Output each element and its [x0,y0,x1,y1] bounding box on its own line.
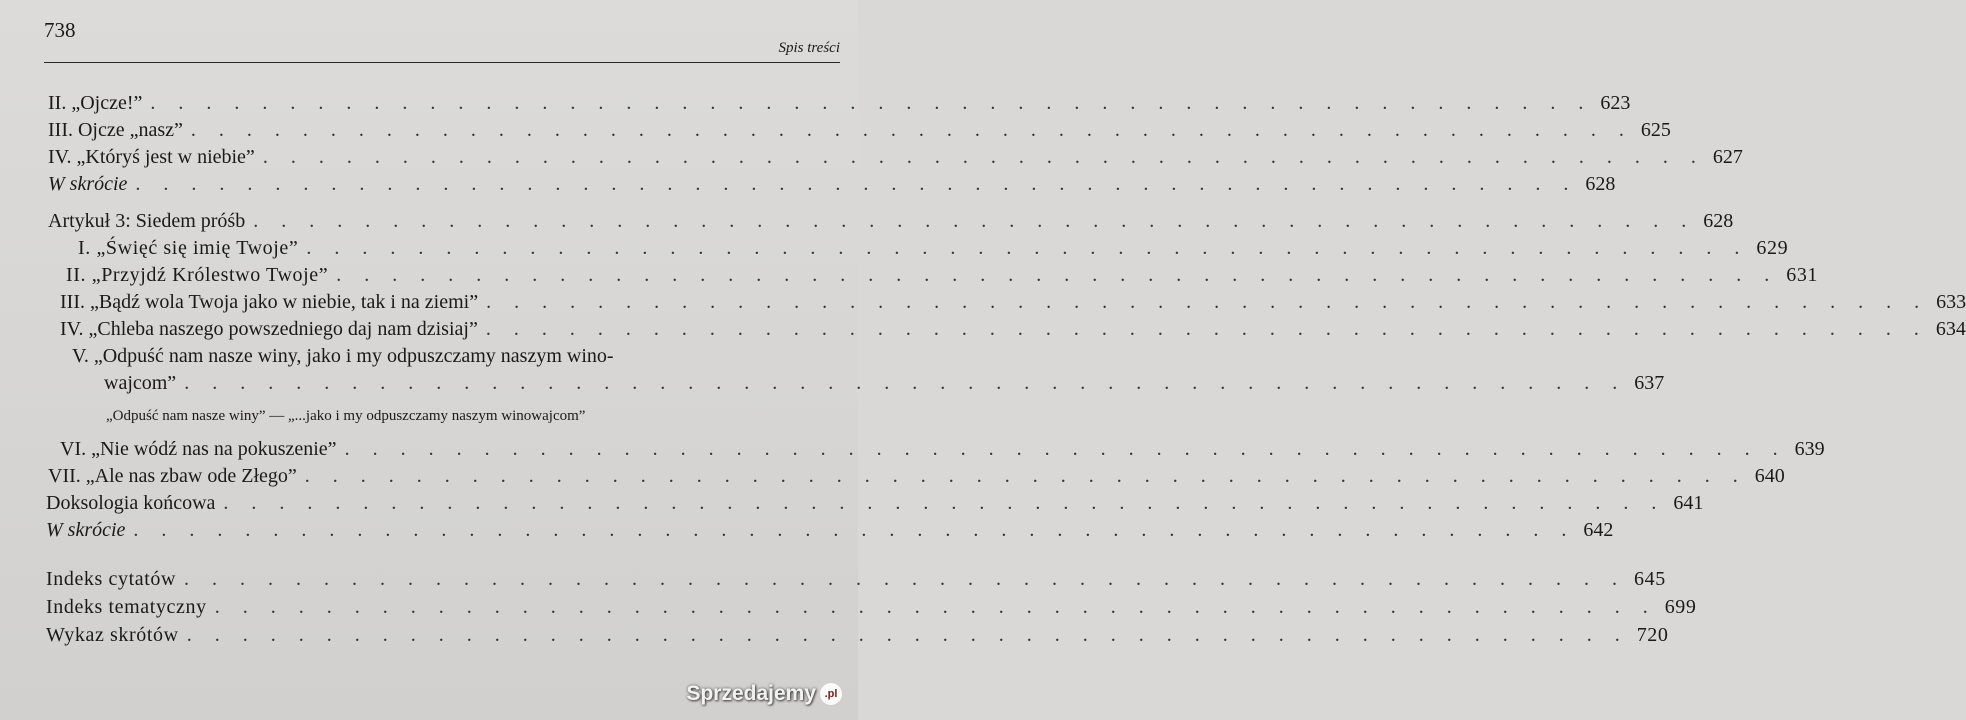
watermark-badge-icon: .pl [820,683,842,705]
toc-entry-page: 720 [1636,624,1669,646]
toc-sub-entry-label: „Odpuść nam nasze winy” — „...jako i my odpuszczamy naszym winowajcom” [106,408,586,424]
leader-dots: . . . . . . . . . . . . . . . . . . . . . . . . . . . . . . . . . . . . . . . . . . . . . . . . . . . . [214,596,1657,618]
toc-entry-label: Artykuł 3: Siedem próśb [48,210,246,232]
toc-entry-page: 645 [1634,568,1666,590]
toc-entry-page: 625 [1640,119,1671,141]
toc-entry [48,210,1734,237]
toc-entry [60,291,1966,318]
leader-dots: . . . . . . . . . . . . . . . . . . . . . . . . . . . . . . . . . . . . . . . . . . . . . . . . . . . . [150,92,1593,114]
toc-entry-label: V. „Odpuść nam nasze winy, jako i my odpuszczamy naszym wino- [72,345,614,367]
toc-entry-label: I. „Święć się imię Twoje” [78,237,299,259]
leader-dots: . . . . . . . . . . . . . . . . . . . . . . . . . . . . . . . . . . . . . . . . . . . . . . . . . . . . [184,372,1627,394]
leader-dots: . . . . . . . . . . . . . . . . . . . . . . . . . . . . . . . . . . . . . . . . . . . . . . . . . . . . [186,624,1629,646]
toc-entry-label: VI. „Nie wódź nas na pokuszenie” [60,438,337,460]
toc-entry-label: wajcom” [104,372,177,394]
toc-entry-page: 629 [1756,237,1789,259]
leader-dots: . . . . . . . . . . . . . . . . . . . . . . . . . . . . . . . . . . . . . . . . . . . . . . . . . . . . [336,264,1779,286]
toc-entry-page: 642 [1583,519,1614,541]
toc-entry [46,492,1704,519]
toc-entry [48,119,1671,146]
toc-entry-page: 627 [1712,146,1743,168]
toc-entry-page: 640 [1754,465,1785,487]
leader-dots: . . . . . . . . . . . . . . . . . . . . . . . . . . . . . . . . . . . . . . . . . . . . . . . . . . . . [133,519,1576,541]
leader-dots: . . . . . . . . . . . . . . . . . . . . . . . . . . . . . . . . . . . . . . . . . . . . . . . . . . . . [304,465,1747,487]
toc-entry-label: VII. „Ale nas zbaw ode Złego” [48,465,297,487]
leader-dots: . . . . . . . . . . . . . . . . . . . . . . . . . . . . . . . . . . . . . . . . . . . . . . . . . . . . [184,568,1627,590]
page-number: 738 [44,18,76,42]
toc-entry-page: 628 [1703,210,1734,232]
leader-dots: . . . . . . . . . . . . . . . . . . . . . . . . . . . . . . . . . . . . . . . . . . . . . . . . . . . . [253,210,1696,232]
leader-dots: . . . . . . . . . . . . . . . . . . . . . . . . . . . . . . . . . . . . . . . . . . . . . . . . . . . . [223,492,1666,514]
leader-dots: . . . . . . . . . . . . . . . . . . . . . . . . . . . . . . . . . . . . . . . . . . . . . . . . . . . . [306,237,1749,259]
toc-entry [46,624,1669,651]
leader-dots: . . . . . . . . . . . . . . . . . . . . . . . . . . . . . . . . . . . . . . . . . . . . . . . . . . . . [344,438,1787,460]
toc-entry [66,264,1819,291]
leader-dots: . . . . . . . . . . . . . . . . . . . . . . . . . . . . . . . . . . . . . . . . . . . . . . . . . . . . [262,146,1705,168]
toc-entry [60,438,1825,465]
toc-entry [46,568,1666,595]
page-header [44,18,840,63]
toc-entry-page: 699 [1664,596,1697,618]
toc-entry [48,465,1785,492]
toc-entry [48,92,1631,119]
toc-entry-page: 634 [1935,318,1966,340]
leader-dots: . . . . . . . . . . . . . . . . . . . . . . . . . . . . . . . . . . . . . . . . . . . . . . . . . . . . [486,291,1929,313]
toc-entry-label: Indeks tematyczny [46,596,207,618]
watermark [686,682,842,706]
toc-entry-label: IV. „Któryś jest w niebie” [48,146,255,168]
leader-dots: . . . . . . . . . . . . . . . . . . . . . . . . . . . . . . . . . . . . . . . . . . . . . . . . . . . . [190,119,1633,141]
watermark-text: Sprzedajemy [686,682,816,705]
toc-entry [72,345,827,372]
toc-entry-page: 641 [1673,492,1704,514]
toc-entry-label: III. „Bądź wola Twoja jako w niebie, tak i na ziemi” [60,291,479,313]
toc-entry-label: III. Ojcze „nasz” [48,119,183,141]
toc-entry-label: Indeks cytatów [46,568,177,590]
toc-entry-label: W skrócie [46,519,126,541]
toc-entry-page: 628 [1585,173,1616,195]
toc-entry-label: W skrócie [48,173,128,195]
toc-entry-page: 637 [1634,372,1665,394]
toc-entry-page: 631 [1786,264,1819,286]
toc-entry-label: IV. „Chleba naszego powszedniego daj nam dzisiaj” [60,318,478,340]
toc-entry-page: 633 [1936,291,1966,313]
running-title: Spis treści [778,40,840,56]
toc-entry-label: Doksologia końcowa [46,492,216,514]
toc-entry-label: II. „Ojcze!” [48,92,143,114]
toc-entry-page: 639 [1794,438,1825,460]
toc-entry [78,237,1789,264]
toc-entry [60,318,1966,345]
leader-dots: . . . . . . . . . . . . . . . . . . . . . . . . . . . . . . . . . . . . . . . . . . . . . . . . . . . . [485,318,1928,340]
toc-entry [46,519,1614,546]
toc-entry [48,173,1616,200]
toc-entry-label: Wykaz skrótów [46,624,179,646]
toc-entry-label: II. „Przyjdź Królestwo Twoje” [66,264,329,286]
toc-sub-entry [106,408,827,435]
leader-dots: . . . . . . . . . . . . . . . . . . . . . . . . . . . . . . . . . . . . . . . . . . . . . . . . . . . . [135,173,1578,195]
toc-entry [46,596,1697,623]
toc-entry [48,146,1743,173]
toc-entry-page: 623 [1600,92,1631,114]
toc-entry [104,372,1665,399]
